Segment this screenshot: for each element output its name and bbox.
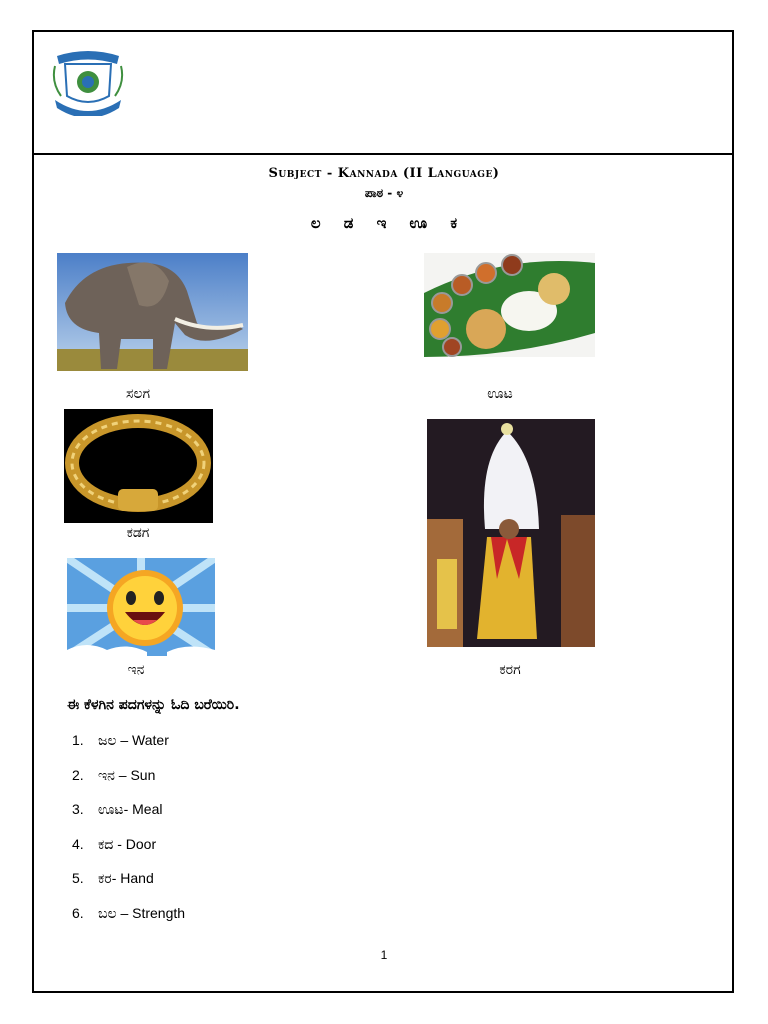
item-number: 2.	[72, 766, 84, 783]
caption-karaga: ಕರಗ	[499, 662, 521, 678]
list-item	[72, 835, 185, 870]
item-text: ಬಲ – Strength	[98, 904, 186, 921]
item-number: 5.	[72, 870, 84, 887]
list-item	[72, 800, 185, 835]
list-item	[72, 731, 185, 766]
header-band	[32, 30, 734, 155]
lesson-letters: ಲ ಡ ಇ ಊ ಕ	[310, 214, 458, 232]
item-text: ಕದ - Door	[98, 835, 157, 852]
item-text: ಇನ – Sun	[98, 766, 156, 783]
caption-elephant: ಸಲಗ	[125, 386, 151, 402]
school-crest-logo-icon	[51, 46, 125, 116]
list-item	[72, 869, 185, 904]
meal-plate-photo	[424, 253, 595, 357]
caption-bangle: ಕಡಗ	[126, 525, 150, 541]
instruction-text: ಈ ಕೆಳಗಿನ ಪದಗಳನ್ನು ಓದಿ ಬರೆಯಿರಿ.	[67, 697, 240, 713]
list-item	[72, 766, 185, 801]
caption-sun: ಇನ	[127, 662, 145, 678]
item-number: 3.	[72, 801, 84, 818]
page-number: 1	[380, 948, 388, 962]
item-text: ಊಟ- Meal	[98, 801, 163, 818]
subject-heading: Subject - Kannada (II Language)	[268, 166, 500, 181]
item-number: 6.	[72, 904, 84, 921]
item-number: 4.	[72, 835, 84, 852]
smiling-sun-picture	[67, 558, 215, 656]
caption-meal: ಊಟ	[487, 386, 513, 402]
lesson-number: ಪಾಠ - ೪	[364, 186, 404, 200]
elephant-photo	[57, 253, 248, 371]
karaga-festival-photo	[427, 419, 595, 647]
list-item	[72, 904, 185, 939]
item-number: 1.	[72, 732, 84, 748]
item-text: ಜಲ – Water	[98, 732, 169, 748]
item-text: ಕರ- Hand	[98, 870, 154, 887]
gold-bangle-photo	[64, 409, 213, 523]
vocabulary-list	[72, 731, 185, 939]
